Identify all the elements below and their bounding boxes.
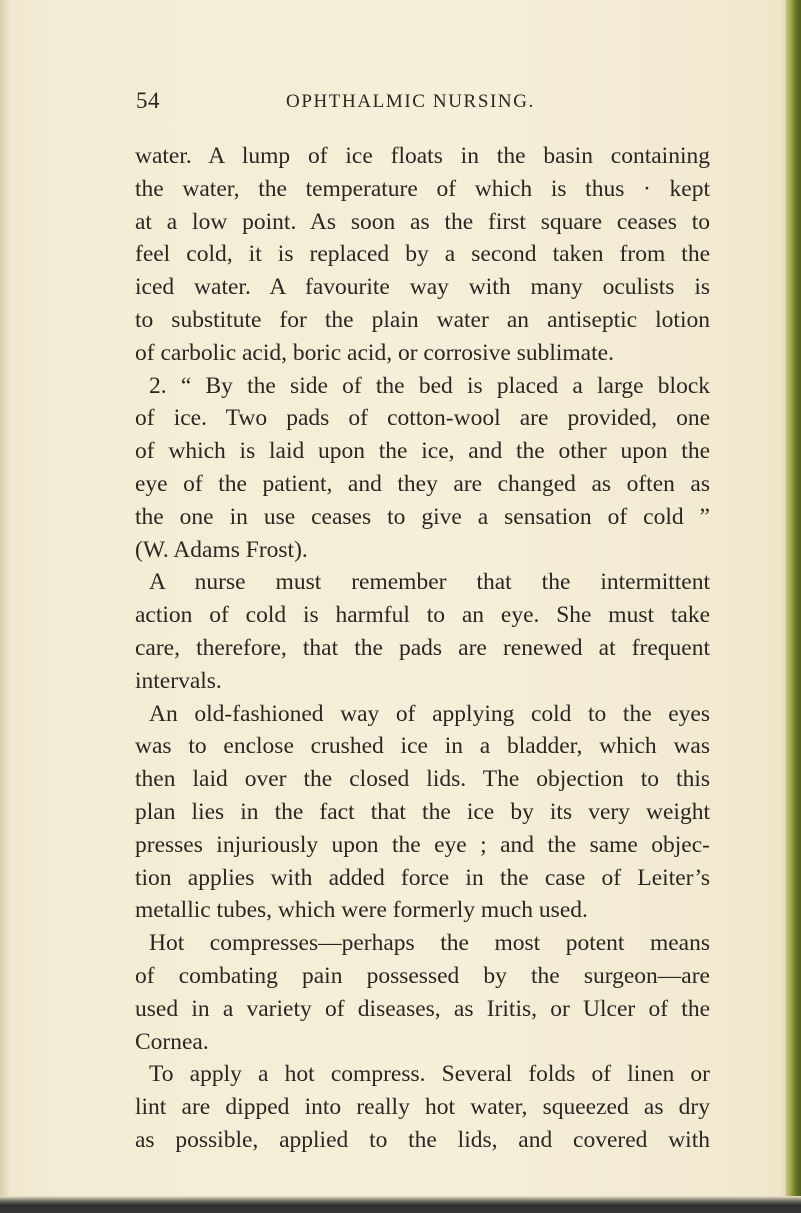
text-line: action of cold is harmful to an eye. She must take [135,602,710,629]
text-line: lint are dipped into really hot water, squeezed as dry [135,1094,710,1121]
text-line: tion applies with added force in the case of Leiter’s [135,864,710,891]
text-line: used in a variety of diseases, as Iritis, or Ulcer of the [135,995,710,1022]
text-line: metallic tubes, which were formerly much used. [135,897,588,924]
text-line: as possible, applied to the lids, and covered with [135,1126,710,1153]
text-line: was to enclose crushed ice in a bladder, which was [135,733,710,760]
text-line: An old-fashioned way of applying cold to the eyes [149,700,710,727]
book-cover-edge [786,0,801,1213]
text-line: presses injuriously upon the eye ; and the same objec- [135,831,710,858]
text-line: 2. “ By the side of the bed is placed a large block [149,372,710,399]
text-line: Cornea. [135,1028,209,1055]
page-header [0,88,786,118]
text-line: feel cold, it is replaced by a second taken from the [135,241,710,268]
text-line: care, therefore, that the pads are renewed at frequent [135,634,710,661]
text-line: then laid over the closed lids. The objection to this [135,766,710,793]
text-line: of carbolic acid, boric acid, or corrosive sublimate. [135,339,614,366]
text-line: of which is laid upon the ice, and the other upon the [135,438,710,465]
text-line: water. A lump of ice floats in the basin containing [135,143,710,169]
body-text [135,140,710,1157]
text-line: the one in use ceases to give a sensation of cold ” [135,503,710,530]
text-line: at a low point. As soon as the first square ceases to [135,208,710,235]
text-line: iced water. A favourite way with many oculists is [135,274,710,301]
text-line: the water, the temperature of which is thus · kept [135,175,710,202]
text-line: of ice. Two pads of cotton-wool are provided, one [135,405,710,432]
text-line: eye of the patient, and they are changed as often as [135,470,710,497]
running-head: OPHTHALMIC NURSING. [286,91,535,112]
text-line: (W. Adams Frost). [135,536,308,563]
scanner-bottom-edge [0,1196,801,1213]
text-line: plan lies in the fact that the ice by its very weight [135,798,710,825]
text-line: A nurse must remember that the intermittent [149,569,710,596]
page-number: 54 [136,88,160,113]
text-line: to substitute for the plain water an antiseptic lotion [135,306,710,333]
text-line: of combating pain possessed by the surgeon—are [135,962,710,989]
text-line: Hot compresses—perhaps the most potent means [149,930,710,957]
text-line: To apply a hot compress. Several folds of linen or [149,1061,710,1088]
page-gutter-shadow [0,0,10,1213]
text-line: intervals. [135,667,222,694]
